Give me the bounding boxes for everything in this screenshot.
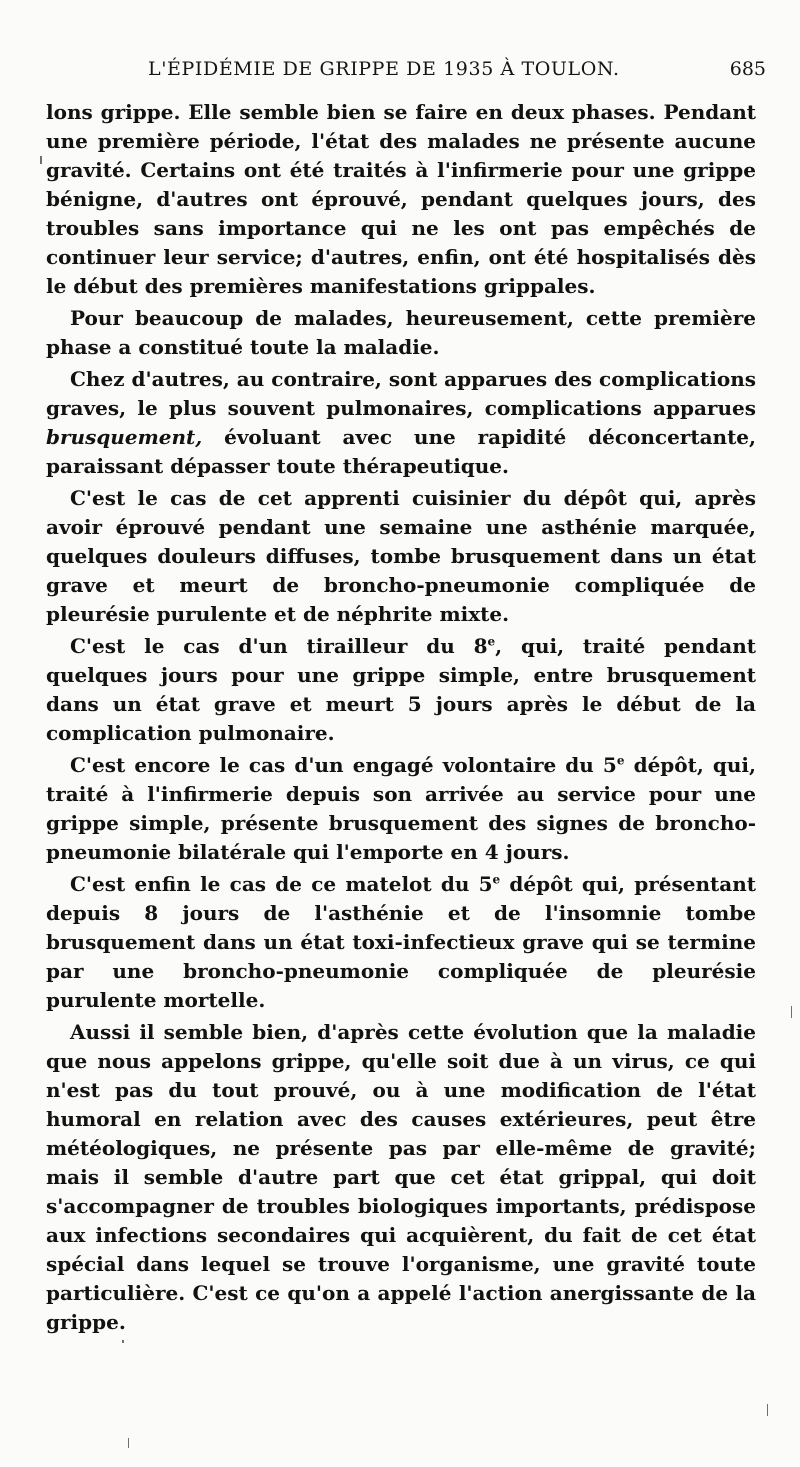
- page-header: [148, 58, 766, 88]
- italic-text: brusquement,: [46, 425, 203, 449]
- text-run: Chez d'autres, au contraire, sont apparues des complications graves, le plus souvent pulmonaires, complications apparues: [46, 367, 756, 420]
- margin-mark: [791, 1006, 792, 1018]
- superscript: e: [492, 872, 501, 887]
- text-run: C'est enfin le cas de ce matelot du 5: [70, 872, 493, 896]
- text-run: C'est encore le cas d'un engagé volontaire du 5: [70, 753, 617, 777]
- margin-mark: [40, 156, 42, 164]
- text-run: dépôt qui, présentant depuis 8 jours de l'asthénie et de l'insomnie tombe brusquement dans un état toxi-infectieux grave qui se termine par une broncho-pneumonie compliquée de pleurésie purulente mortelle.: [46, 872, 756, 1012]
- body-text: [46, 98, 756, 1340]
- margin-mark: [122, 1340, 124, 1343]
- text-run: Aussi il semble bien, d'après cette évolution que la maladie que nous appelons grippe, qu'elle soit due à un virus, ce qui n'est pas du tout prouvé, ou à une modification de l'état humoral en relation avec des causes extérieures, peut être météologiques, ne présente pas par elle-même de gravité; mais il semble d'autre part que cet état grippal, qui doit s'accompagner de troubles biologiques importants, prédispose aux infections secondaires qui acquièrent, du fait de cet état spécial dans lequel se trouve l'organisme, une gravité toute particulière. C'est ce qu'on a appelé l'action anergissante de la grippe.: [46, 1020, 756, 1334]
- paragraph: [46, 365, 756, 481]
- text-run: lons grippe. Elle semble bien se faire en deux phases. Pendant une première période, l'état des malades ne présente aucune gravité. Certains ont été traités à l'infirmerie pour une grippe bénigne, d'autres ont éprouvé, pendant quelques jours, des troubles sans importance qui ne les ont pas empêchés de continuer leur service; d'autres, enfin, ont été hospitalisés dès le début des premières manifestations grippales.: [46, 100, 756, 298]
- paragraph: [46, 1018, 756, 1337]
- superscript: e: [487, 634, 496, 649]
- paragraph: [46, 632, 756, 748]
- text-run: évoluant avec une rapidité déconcertante, paraissant dépasser toute thérapeutique.: [46, 425, 756, 478]
- text-run: C'est le cas d'un tirailleur du 8: [70, 634, 488, 658]
- paragraph: [46, 98, 756, 301]
- paragraph: [46, 751, 756, 867]
- running-title: L'ÉPIDÉMIE DE GRIPPE DE 1935 À TOULON.: [148, 58, 620, 80]
- superscript: e: [616, 753, 625, 768]
- margin-mark: [128, 1438, 129, 1448]
- paragraph: [46, 304, 756, 362]
- page-number: 685: [729, 58, 766, 80]
- paragraph: [46, 870, 756, 1015]
- text-run: Pour beaucoup de malades, heureusement, cette première phase a constitué toute la maladie.: [46, 306, 756, 359]
- paragraph: [46, 484, 756, 629]
- text-run: , qui, traité pendant quelques jours pour une grippe simple, entre brusquement dans un état grave et meurt 5 jours après le début de la complication pulmonaire.: [46, 634, 756, 745]
- margin-mark: [767, 1404, 768, 1416]
- text-run: dépôt, qui, traité à l'infirmerie depuis son arrivée au service pour une grippe simple, présente brusquement des signes de broncho-pneumonie bilatérale qui l'emporte en 4 jours.: [46, 753, 756, 864]
- text-run: C'est le cas de cet apprenti cuisinier du dépôt qui, après avoir éprouvé pendant une semaine une asthénie marquée, quelques douleurs diffuses, tombe brusquement dans un état grave et meurt de broncho-pneumonie compliquée de pleurésie purulente et de néphrite mixte.: [46, 486, 756, 626]
